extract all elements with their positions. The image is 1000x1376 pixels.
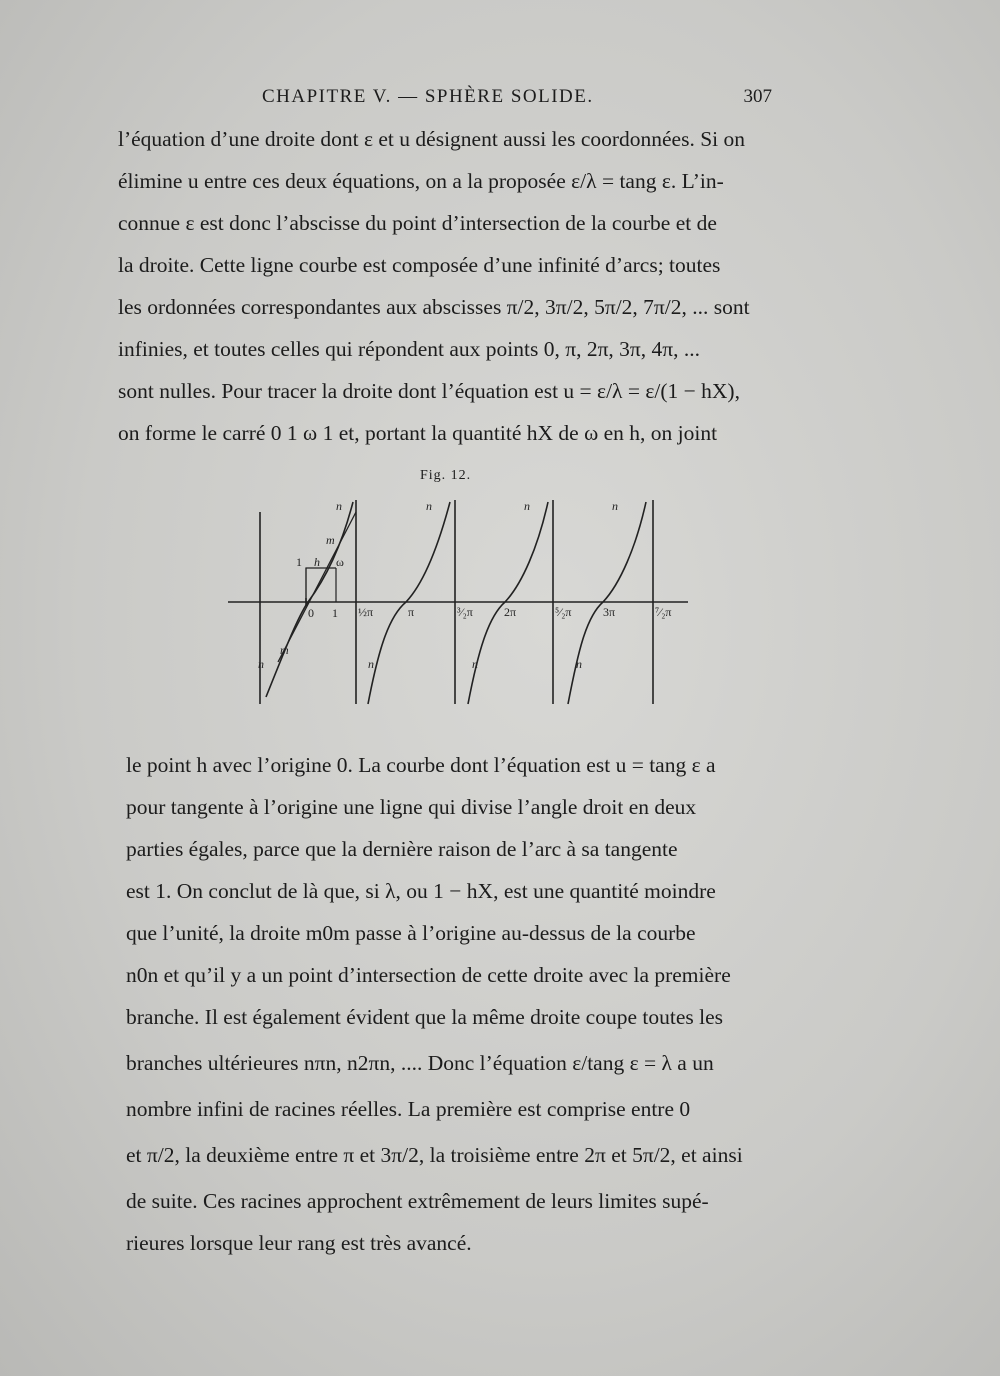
text-line: sont nulles. Pour tracer la droite dont l’équation est u = ε/λ = ε/(1 − hX), xyxy=(118,379,740,403)
label-pi-half: ½π xyxy=(358,605,374,619)
label-n: n xyxy=(426,499,432,513)
text-line: connue ε est donc l’abscisse du point d’intersection de la courbe et de xyxy=(118,211,717,235)
label-n: n xyxy=(576,657,582,671)
unit-square xyxy=(306,568,336,602)
text-line: le point h avec l’origine 0. La courbe dont l’équation est u = tang ε a xyxy=(126,753,716,777)
label-3pi: 3π xyxy=(603,605,616,619)
text-line: on forme le carré 0 1 ω 1 et, portant la quantité hX de ω en h, on joint xyxy=(118,421,718,445)
text-line: la droite. Cette ligne courbe est composée d’une infinité d’arcs; toutes xyxy=(118,253,721,277)
text-line: branches ultérieures nπn, n2πn, .... Donc l’équation ε/tang ε = λ a un xyxy=(126,1051,714,1075)
label-n: n xyxy=(472,657,478,671)
label-5pi-half: ⁵⁄₂π xyxy=(555,605,572,619)
text-line: que l’unité, la droite m0m passe à l’origine au-dessus de la courbe xyxy=(126,921,696,945)
text-line: élimine u entre ces deux équations, on a la proposée ε/λ = tang ε. L’in- xyxy=(118,169,724,193)
text-line: l’équation d’une droite dont ε et u désignent aussi les coordonnées. Si on xyxy=(118,127,746,151)
branch-n2pin xyxy=(468,502,548,704)
label-m-bottom: m xyxy=(280,643,289,657)
label-m-top: m xyxy=(326,533,335,547)
label-pi: π xyxy=(408,605,415,619)
figure-tangent-curves xyxy=(228,492,688,714)
text-line: rieures lorsque leur rang est très avancé. xyxy=(126,1231,472,1255)
label-origin: 0 xyxy=(308,606,314,620)
paragraph-top xyxy=(118,118,768,454)
text-line: et π/2, la deuxième entre π et 3π/2, la troisième entre 2π et 5π/2, et ainsi xyxy=(126,1143,743,1167)
label-h: h xyxy=(314,555,320,569)
text-line: pour tangente à l’origine une ligne qui divise l’angle droit en deux xyxy=(126,795,697,819)
label-n: n xyxy=(612,499,618,513)
branch-n0n xyxy=(266,502,353,697)
branch-n3pin xyxy=(568,502,646,704)
label-n: n xyxy=(336,499,342,513)
label-n: n xyxy=(368,657,374,671)
text-line: branche. Il est également évident que la même droite coupe toutes les xyxy=(126,1005,723,1029)
label-omega: ω xyxy=(336,555,344,569)
text-line: est 1. On conclut de là que, si λ, ou 1 − hX, est une quantité moindre xyxy=(126,879,716,903)
text-line: infinies, et toutes celles qui répondent aux points 0, π, 2π, 3π, 4π, ... xyxy=(118,337,701,361)
paragraph-bottom xyxy=(126,744,782,1264)
label-n: n xyxy=(524,499,530,513)
running-title: CHAPITRE V. — SPHÈRE SOLIDE. xyxy=(262,86,594,107)
label-3pi-half: ³⁄₂π xyxy=(457,605,473,619)
label-one: 1 xyxy=(332,606,338,620)
label-2pi: 2π xyxy=(504,605,517,619)
page-number: 307 xyxy=(743,86,772,107)
text-line: les ordonnées correspondantes aux abscisses π/2, 3π/2, 5π/2, 7π/2, ... sont xyxy=(118,295,750,319)
label-one-left: 1 xyxy=(296,555,302,569)
label-7pi-half: ⁷⁄₂π xyxy=(655,605,672,619)
text-line: n0n et qu’il y a un point d’intersection de cette droite avec la première xyxy=(126,963,731,987)
page-header xyxy=(262,86,772,108)
text-line: parties égales, parce que la dernière raison de l’arc à sa tangente xyxy=(126,837,678,861)
figure-caption: Fig. 12. xyxy=(420,468,472,483)
label-n: n xyxy=(258,657,264,671)
branch-npin xyxy=(368,502,450,704)
text-line: nombre infini de racines réelles. La première est comprise entre 0 xyxy=(126,1097,691,1121)
text-line: de suite. Ces racines approchent extrêmement de leurs limites supé- xyxy=(126,1189,709,1213)
